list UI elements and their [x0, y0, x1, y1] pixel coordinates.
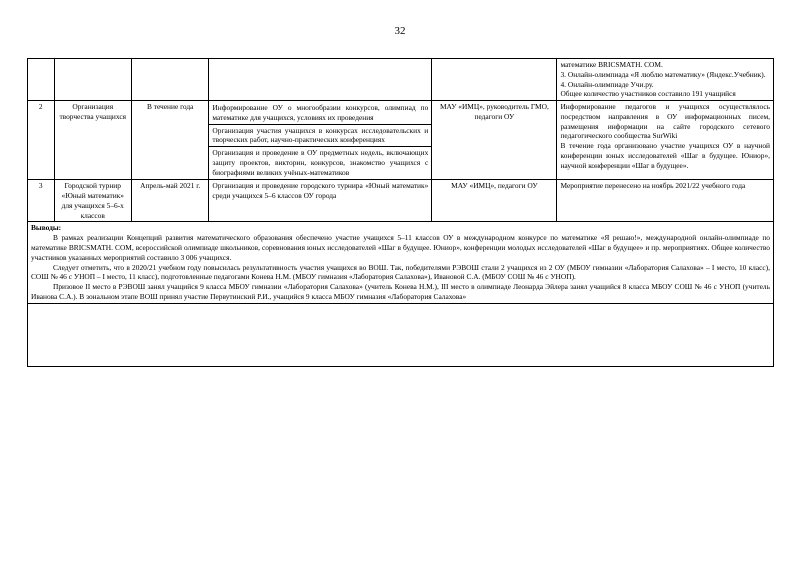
activities-table: [27, 58, 774, 367]
cell-name: Городской турнир «Юный математик» для учащихся 5–6-х классов: [54, 180, 131, 222]
conclusions-paragraph: Следует отметить, что в 2020/21 учебном году повысилась результативность участия учащихся во ВОШ. Так, победителями РЭВОШ стали 2 учащихся из 2 ОУ (МБОУ гимназии «Лаборатория Салахова» – I место, 10 класс), СОШ № 46 с УНОП – I место, 11 класс), подготовленные педагогами Конева Н.М. (МБОУ гимназия «Лаборатория Салахова»), Ивановой С.А. (МБОУ СОШ № 46 с УНОП).: [31, 262, 770, 282]
result-paragraph: Информирование педагогов и учащихся осуществлялось посредством направления в ОУ информационных писем, размещения информации на сайте городского сетевого педагогического сообщества SurWiki: [560, 102, 770, 141]
table-row-continued: [28, 59, 774, 101]
conclusions-cell: [28, 222, 774, 303]
table-spacer-row: [28, 303, 774, 366]
activity-item: Организация и проведение в ОУ предметных недель, включающих защиту проектов, викторин, конкурсов, знакомство учащихся с биографиями великих учёных-математиков: [212, 148, 429, 177]
table-row: [28, 180, 774, 222]
result-line: 4. Онлайн-олимпиаде Учи.ру.: [560, 79, 654, 89]
activity-item: Организация участия учащихся в конкурсах исследовательских и творческих работ, научно-практических конференциях: [209, 125, 431, 148]
conclusions-paragraph: В рамках реализации Концепций развития математического образования обеспечено участие учащихся 5–11 классов ОУ в международном конкурсе по математике «Я решаю!», международной онлайн-олимпиаде по математике BRICSMATH. COM, всероссийской олимпиаде школьников, соревнования юных исследователей «Шаг в будущее. Юниор», конференции молодых исследователей «Шаг в будущее» и пр. мероприятиях. Общее количество участников указанных мероприятий составило 3 006 учащихся.: [31, 233, 770, 262]
cell-number: 2: [28, 101, 55, 180]
activity-item: Информирование ОУ о многообразии конкурсов, олимпиад по математике для учащихся, условиях их проведения: [209, 102, 431, 125]
cell-date: В течение года: [131, 101, 208, 180]
cell-results: [557, 101, 774, 180]
cell-date: Апрель-май 2021 г.: [131, 180, 208, 222]
cell-results: Мероприятие перенесено на ноябрь 2021/22 учебного года: [557, 180, 774, 222]
cell-activities: Организация и проведение городского турнира «Юный математик» среди учащихся 5–6 классов ОУ города: [209, 180, 432, 222]
result-line: 3. Онлайн-олимпиада «Я люблю математику» (Яндекс.Учебник).: [560, 69, 766, 79]
cell-responsible: МАУ «ИМЦ», руководитель ГМО, педагоги ОУ: [432, 101, 557, 180]
conclusions-title: Выводы:: [31, 223, 62, 233]
result-line: Общее количество участников составило 191 учащийся: [560, 89, 736, 99]
cell-date-continued: [131, 59, 208, 101]
cell-activities: [209, 101, 432, 180]
cell-responsible: МАУ «ИМЦ», педагоги ОУ: [432, 180, 557, 222]
cell-number: 3: [28, 180, 55, 222]
result-line: математике BRICSMATH. COM.: [560, 60, 663, 69]
conclusions-paragraph: Призовое II место в РЭВОШ занял учащийся 9 класса МБОУ гимназии «Лаборатория Салахова» (учитель Конева Н.М.), III место в олимпиаде Леонарда Эйлера занял учащийся 8 класса МБОУ СОШ № 46 с УНОП (учитель Иванова С.А.). В зональном этапе ВОШ принял участие Первутинский Р.И., учащийся 9 класса МБОУ гимназия «Лаборатория Салахова»: [31, 282, 770, 301]
cell-activities-continued: [209, 59, 432, 101]
cell-name: Организация творчества учащихся: [54, 101, 131, 180]
table-row: [28, 101, 774, 180]
cell-results-continued: [557, 59, 774, 101]
page-number: 32: [394, 25, 406, 37]
cell-name-continued: [54, 59, 131, 101]
cell-responsible-continued: [432, 59, 557, 101]
table-spacer-cell: [28, 303, 774, 366]
conclusions-row: [28, 222, 774, 303]
cell-number-continued: [28, 59, 55, 101]
result-paragraph: В течение года организовано участие учащихся ОУ в научной конференции юных исследователей «Шаг в будущее. Юниор», научной конференции «Шаг в будущее».: [560, 141, 770, 170]
